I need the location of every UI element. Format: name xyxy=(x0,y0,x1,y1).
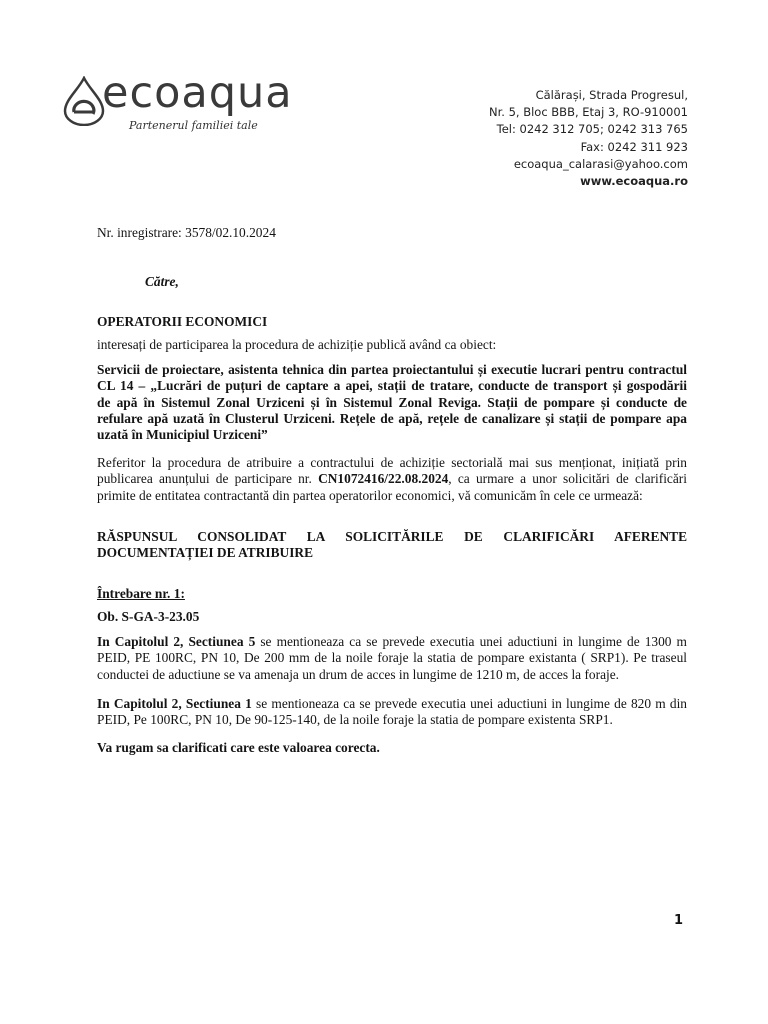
paragraph-line xyxy=(97,634,687,650)
section-reference: In Capitolul 2, Sectiunea 1 xyxy=(97,696,252,711)
contact-fax: Fax: 0242 311 923 xyxy=(580,139,688,154)
question-heading: Întrebare nr. 1: xyxy=(97,586,185,601)
question-reference: Ob. S-GA-3-23.05 xyxy=(97,609,200,624)
intro-text: publicarea anunțului de participare nr. xyxy=(97,471,319,487)
contact-phone: Tel: 0242 312 705; 0242 313 765 xyxy=(496,122,688,137)
contact-address-line2: Nr. 5, Bloc BBB, Etaj 3, RO-910001 xyxy=(488,105,688,120)
page-number: 1 xyxy=(674,913,684,928)
procurement-object-line: uzată în Municipiul Urziceni” xyxy=(97,427,268,443)
contact-website[interactable]: www.ecoaqua.ro xyxy=(580,174,688,189)
procurement-object-line: Servicii de proiectare, asistenta tehnica din partea proiectantului și executie lucrari pentru contractul xyxy=(97,362,687,377)
paragraph-line: conductei de aductiune se va amenaja un drum de acces in lungime de 1210 m, de acces la foraje. xyxy=(97,666,620,682)
paragraph-line xyxy=(97,696,687,712)
response-heading xyxy=(97,529,687,562)
question-paragraph-section1 xyxy=(97,696,687,729)
contact-address-line1: Călărași, Strada Progresul, xyxy=(535,88,688,102)
paragraph-text: se mentioneaza ca se prevede executia unei aductiuni in lungime de 1300 m xyxy=(255,634,687,649)
intro-line: primite de entitatea contractantă din partea operatorilor economici, vă comunicăm în cele ce urmează: xyxy=(97,487,643,503)
procurement-object xyxy=(97,362,687,443)
paragraph-line: PEID, Pe 100RC, PN 10, De 90-125-140, de la noile foraje la statia de pompare existenta SRP1. xyxy=(97,712,613,728)
logo-wordmark: ecoaqua xyxy=(102,68,293,118)
question-paragraph-section5 xyxy=(97,634,687,683)
contact-block xyxy=(489,87,688,190)
response-heading-line: RĂSPUNSUL CONSOLIDAT LA SOLICITĂRILE DE CLARIFICĂRI AFERENTE xyxy=(97,529,687,544)
contact-email[interactable]: ecoaqua_calarasi@yahoo.com xyxy=(513,156,688,171)
intro-text: , ca urmare a unor solicitări de clarificări xyxy=(448,471,687,487)
announcement-number: CN1072416/22.08.2024 xyxy=(318,471,449,487)
paragraph-line: PEID, PE 100RC, PN 10, De 200 mm de la noile foraje la statia de pompare existanta ( SRP1). Pe traseul xyxy=(97,650,687,666)
clarification-request: Va rugam sa clarificati care este valoarea corecta. xyxy=(97,740,380,755)
response-heading-line: DOCUMENTAȚIEI DE ATRIBUIRE xyxy=(97,545,314,561)
paragraph-text: se mentioneaza ca se prevede executia unei aductiuni in lungime de 820 m din xyxy=(251,696,687,711)
procurement-object-line: refulare apă uzată în Clusterul Urziceni. Rețele de apă, rețele de canalizare și stații de pompare apa xyxy=(97,410,687,426)
procurement-object-line: de apă în Sistemul Zonal Urziceni și în Sistemul Zonal Reviga. Stații de pompare și conducte de xyxy=(97,394,687,410)
recipient-description: interesați de participarea la procedura de achiziție publică având ca obiect: xyxy=(97,337,497,352)
logo-tagline: Partenerul familiei tale xyxy=(129,119,258,132)
procurement-object-line: CL 14 – „Lucrări de puțuri de captare a apei, stații de tratare, conducte de transport și gospodării xyxy=(97,378,687,394)
water-drop-logo-icon xyxy=(62,76,106,126)
intro-paragraph xyxy=(97,455,687,504)
registration-number: Nr. inregistrare: 3578/02.10.2024 xyxy=(97,225,276,240)
section-reference: In Capitolul 2, Sectiunea 5 xyxy=(97,634,256,649)
recipient-salutation: Către, xyxy=(145,274,179,289)
intro-line: Referitor la procedura de atribuire a contractului de achiziție sectorială mai sus menționat, inițiată prin xyxy=(97,455,687,470)
recipient-heading: OPERATORII ECONOMICI xyxy=(97,314,268,329)
intro-line xyxy=(97,471,687,487)
company-logo xyxy=(62,68,362,136)
